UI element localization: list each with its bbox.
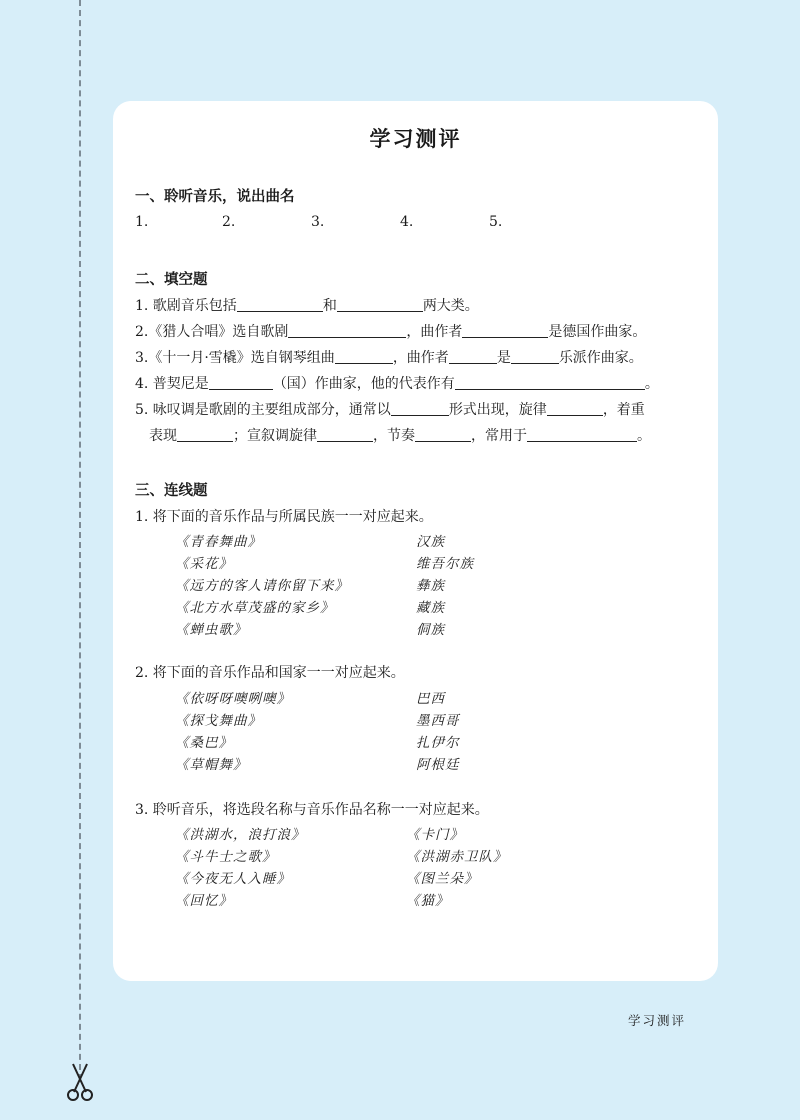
match-q3-right-4[interactable]: 《猫》 (406, 893, 450, 909)
section1-heading: 一、聆听音乐，说出曲名 (135, 189, 295, 205)
match-q3-right-1[interactable]: 《卡门》 (406, 827, 464, 843)
fill-q2-text-a: 2.《猎人合唱》选自歌剧 (135, 324, 289, 340)
match-q1-left-1[interactable]: 《青春舞曲》 (175, 534, 262, 550)
fill-blank[interactable] (337, 297, 423, 312)
fill-q2-text-c: 是德国作曲家。 (548, 324, 647, 340)
fill-q5-text-g: ，常用于 (471, 428, 527, 444)
fill-blank[interactable] (335, 349, 393, 364)
page-footer: 学习测评 (628, 1013, 687, 1028)
worksheet-card (113, 101, 718, 981)
listen-item-5: 5. (489, 214, 503, 230)
match-q1-left-5[interactable]: 《蝉虫歌》 (175, 622, 248, 638)
match-q1-right-1[interactable]: 汉族 (416, 534, 445, 550)
fill-q4-text-c: 。 (644, 376, 659, 392)
fill-blank[interactable] (449, 349, 497, 364)
fill-q3-text-b: ，曲作者 (392, 350, 449, 366)
match-q2-left-2[interactable]: 《探戈舞曲》 (175, 713, 262, 729)
match-q1-right-5[interactable]: 侗族 (416, 622, 445, 638)
match-q3-left-4[interactable]: 《回忆》 (175, 893, 233, 909)
fill-q1-text-c: 两大类。 (422, 298, 479, 314)
fill-q1-text-a: 1. 歌剧音乐包括 (135, 298, 237, 314)
match-q1-prompt: 1. 将下面的音乐作品与所属民族一一对应起来。 (135, 509, 433, 525)
match-q1-right-2[interactable]: 维吾尔族 (416, 556, 474, 572)
match-q2-left-3[interactable]: 《桑巴》 (175, 735, 233, 751)
scissors-icon (64, 1062, 96, 1102)
fill-question-1 (135, 295, 479, 315)
match-q1-right-4[interactable]: 藏族 (416, 600, 445, 616)
match-q2-right-3[interactable]: 扎伊尔 (416, 735, 460, 751)
match-q2-left-1[interactable]: 《依呀呀噢咧噢》 (175, 691, 291, 707)
match-q2-prompt: 2. 将下面的音乐作品和国家一一对应起来。 (135, 665, 405, 681)
match-q3-right-2[interactable]: 《洪湖赤卫队》 (406, 849, 508, 865)
fill-blank[interactable] (237, 297, 323, 312)
fill-question-5-line-1 (135, 399, 645, 419)
fill-q5-text-b: 形式出现，旋律 (448, 402, 547, 418)
cut-line (79, 0, 81, 1080)
match-q3-left-1[interactable]: 《洪湖水，浪打浪》 (175, 827, 306, 843)
match-q3-left-3[interactable]: 《今夜无人入睡》 (175, 871, 291, 887)
fill-q5-text-c: ，着重 (602, 402, 645, 418)
listen-item-1: 1. (135, 214, 149, 230)
listen-item-2: 2. (222, 214, 236, 230)
fill-question-5-line-2 (149, 425, 651, 445)
match-q3-left-2[interactable]: 《斗牛士之歌》 (175, 849, 277, 865)
fill-blank[interactable] (415, 427, 471, 442)
match-q2-left-4[interactable]: 《草帽舞》 (175, 757, 248, 773)
fill-q3-text-c: 是 (496, 350, 511, 366)
fill-blank[interactable] (547, 401, 603, 416)
fill-q4-text-a: 4. 普契尼是 (135, 376, 209, 392)
match-q1-left-4[interactable]: 《北方水草茂盛的家乡》 (175, 600, 335, 616)
fill-question-4 (135, 373, 659, 393)
fill-blank[interactable] (455, 375, 645, 390)
fill-blank[interactable] (288, 323, 406, 338)
fill-q5-text-e: ；宣叙调旋律 (233, 428, 317, 444)
match-q3-prompt: 3. 聆听音乐，将选段名称与音乐作品名称一一对应起来。 (135, 802, 489, 818)
fill-blank[interactable] (209, 375, 273, 390)
fill-q3-text-a: 3.《十一月·雪橇》选自钢琴组曲 (135, 350, 335, 366)
fill-q5-text-d: 表现 (149, 428, 177, 444)
fill-q1-text-b: 和 (322, 298, 337, 314)
fill-blank[interactable] (317, 427, 373, 442)
section2-heading: 二、填空题 (135, 272, 208, 288)
fill-blank[interactable] (177, 427, 233, 442)
fill-q2-text-b: ，曲作者 (406, 324, 463, 340)
fill-blank[interactable] (462, 323, 548, 338)
section3-heading: 三、连线题 (135, 483, 208, 499)
fill-q5-text-f: ，节奏 (373, 428, 415, 444)
match-q1-right-3[interactable]: 彝族 (416, 578, 445, 594)
fill-blank[interactable] (391, 401, 449, 416)
match-q2-right-4[interactable]: 阿根廷 (416, 757, 460, 773)
fill-q4-text-b: （国）作曲家，他的代表作有 (272, 376, 455, 392)
match-q1-left-2[interactable]: 《采花》 (175, 556, 233, 572)
fill-q3-text-d: 乐派作曲家。 (558, 350, 643, 366)
fill-q5-text-h: 。 (637, 428, 651, 444)
listen-item-4: 4. (400, 214, 414, 230)
match-q3-right-3[interactable]: 《图兰朵》 (406, 871, 479, 887)
match-q2-right-2[interactable]: 墨西哥 (416, 713, 460, 729)
page-title: 学习测评 (369, 127, 462, 151)
fill-question-3 (135, 347, 643, 367)
fill-blank[interactable] (527, 427, 637, 442)
fill-question-2 (135, 321, 646, 341)
match-q2-right-1[interactable]: 巴西 (416, 691, 445, 707)
listen-item-3: 3. (311, 214, 325, 230)
fill-blank[interactable] (511, 349, 559, 364)
fill-q5-text-a: 5. 咏叹调是歌剧的主要组成部分，通常以 (135, 402, 391, 418)
match-q1-left-3[interactable]: 《远方的客人请你留下来》 (175, 578, 349, 594)
